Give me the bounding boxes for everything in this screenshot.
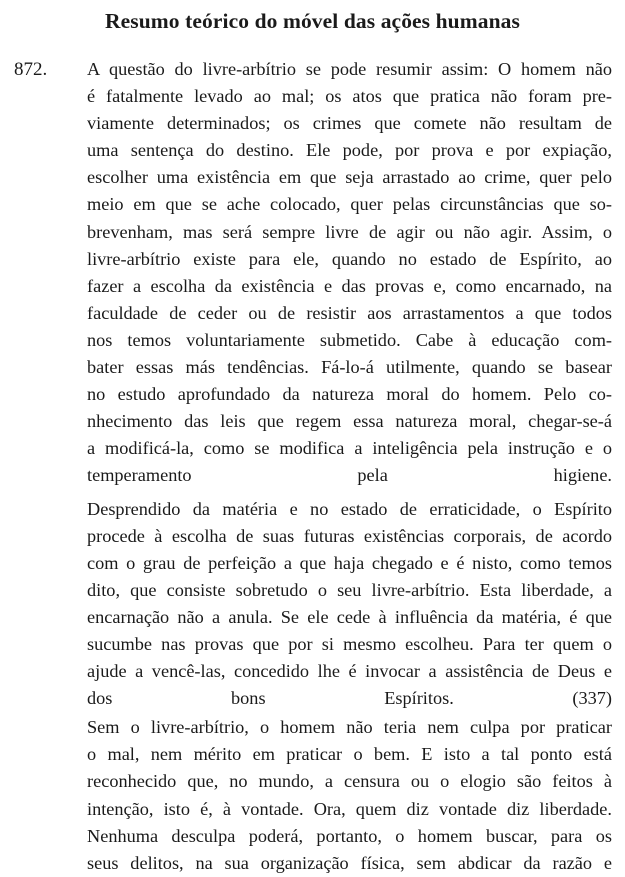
text-line: nhecimento das leis que regem essa natureza moral, chegar-se-á	[87, 411, 612, 432]
text-line: dito, que consiste sobretudo o seu livre-arbítrio. Esta liberdade, a	[87, 579, 612, 600]
paragraph-3	[87, 714, 612, 877]
paragraph-1	[87, 56, 612, 490]
text-line: com o grau de perfeição a que haja chegado e é nisto, como temos	[87, 552, 612, 573]
text-line: encarnação não a anula. Se ele cede à influência da matéria, é que	[87, 606, 612, 627]
text-line: livre-arbítrio existe para ele, quando no estado de Espírito, ao	[87, 248, 612, 269]
text-line: viamente determinados; os crimes que comete não resultam de	[87, 113, 612, 134]
text-line: temperamento pela higiene.	[87, 465, 612, 486]
text-line: uma sentença do destino. Ele pode, por prova e por expiação,	[87, 140, 612, 161]
text-line: A questão do livre-arbítrio se pode resumir assim: O homem não	[87, 59, 612, 79]
text-line: reconhecido que, no mundo, a censura ou o elogio são feitos à	[87, 771, 612, 792]
text-line: faculdade de ceder ou de resistir aos arrastamentos a que todos	[87, 302, 612, 323]
paragraph-2	[87, 496, 612, 713]
item-number: 872.	[14, 59, 48, 80]
text-line: Nenhuma desculpa poderá, portanto, o homem buscar, para os	[87, 825, 612, 846]
text-line: sucumbe nas provas que por si mesmo escolheu. Para ter quem o	[87, 633, 612, 654]
text-line: o mal, nem mérito em praticar o bem. E isto a tal ponto está	[87, 744, 612, 765]
text-line: no estudo aprofundado da natureza moral do homem. Pelo co-	[87, 384, 612, 405]
text-line: procede à escolha de suas futuras existências corporais, de acordo	[87, 525, 612, 546]
text-line: bater essas más tendências. Fá-lo-á utilmente, quando se basear	[87, 357, 612, 378]
text-line: brevenham, mas será sempre livre de agir ou não agir. Assim, o	[87, 221, 612, 242]
text-line: Desprendido da matéria e no estado de erraticidade, o Espírito	[87, 498, 612, 519]
section-heading: Resumo teórico do móvel das ações humanas	[105, 9, 520, 33]
text-line: intenção, isto é, à vontade. Ora, quem diz vontade diz liberdade.	[87, 798, 612, 819]
text-line: Sem o livre-arbítrio, o homem não teria nem culpa por praticar	[87, 717, 612, 738]
text-line: dos bons Espíritos. (337)	[87, 688, 612, 709]
text-line: ajude a vencê-las, concedido lhe é invocar a assistência de Deus e	[87, 661, 612, 682]
text-line: seus delitos, na sua organização física, sem abdicar da razão e	[87, 852, 612, 873]
text-line: escolher uma existência em que seja arrastado ao crime, quer pelo	[87, 167, 612, 188]
text-line: a modificá-la, como se modifica a inteligência pela instrução e o	[87, 438, 612, 459]
text-line: fazer a escolha da existência e das provas e, como encarnado, na	[87, 275, 612, 296]
text-line: nos temos voluntariamente submetido. Cabe à educação com-	[87, 329, 612, 350]
body-text	[87, 56, 612, 877]
text-line: é fatalmente levado ao mal; os atos que pratica não foram pre-	[87, 86, 612, 107]
text-line: meio em que se ache colocado, quer pelas circunstâncias que so-	[87, 194, 612, 215]
